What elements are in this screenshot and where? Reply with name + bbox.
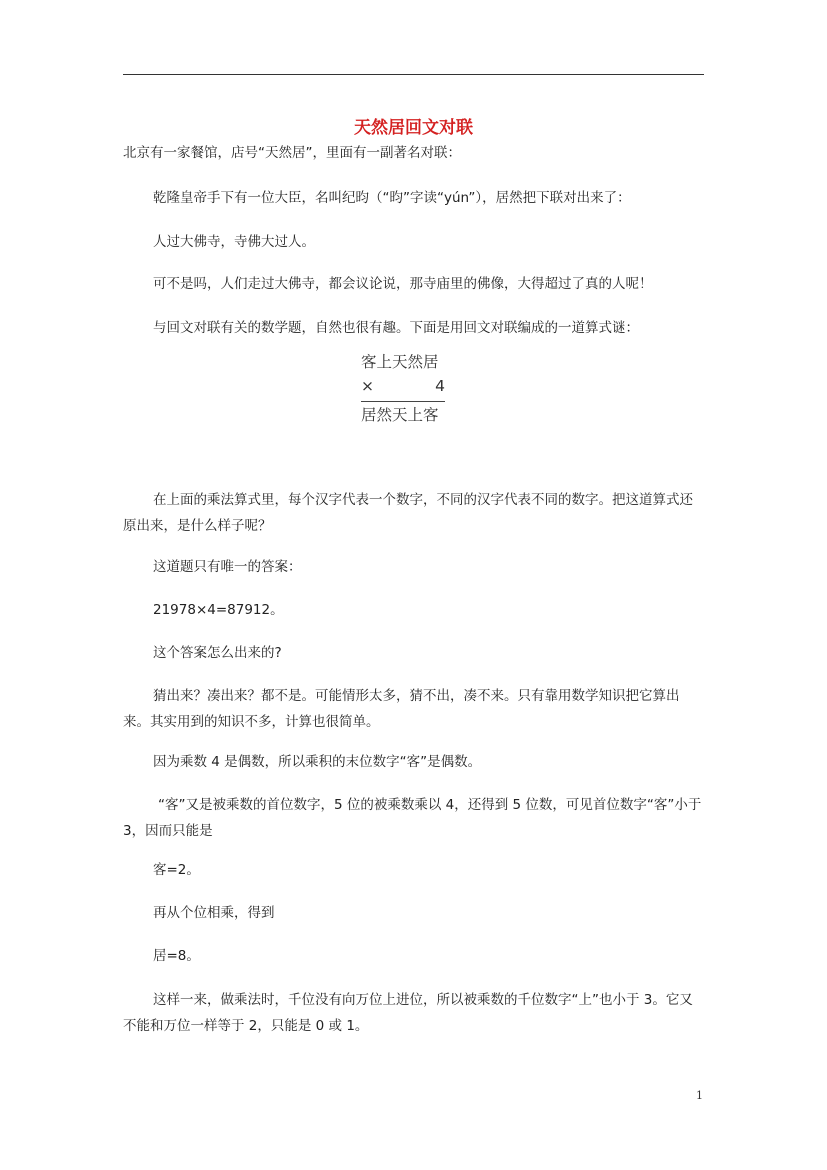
- paragraph: 乾隆皇帝手下有一位大臣，名叫纪昀（“昀”字读“yún”），居然把下联对出来了：: [153, 190, 631, 206]
- paragraph: 这个答案怎么出来的?: [153, 645, 282, 661]
- paragraph: 在上面的乘法算式里，每个汉字代表一个数字，不同的汉字代表不同的数字。把这道算式还原出来，是什么样子呢？: [123, 492, 693, 534]
- page-number: 1: [696, 1089, 703, 1102]
- paragraph: 居=8。: [153, 948, 200, 964]
- paragraph: 与回文对联有关的数学题，自然也很有趣。下面是用回文对联编成的一道算式谜：: [153, 320, 639, 336]
- paragraph: 客=2。: [153, 862, 200, 878]
- paragraph: 这样一来，做乘法时，千位没有向万位上进位，所以被乘数的千位数字“上”也小于 3。它又不能和万位一样等于 2，只能是 0 或 1。: [123, 992, 693, 1034]
- header-rule: [123, 74, 704, 75]
- paragraph: 北京有一家餐馆，店号“天然居”，里面有一副著名对联：: [123, 145, 461, 161]
- paragraph: 可不是吗，人们走过大佛寺，都会议论说，那寺庙里的佛像，大得超过了真的人呢！: [153, 276, 653, 292]
- paragraph: 这道题只有唯一的答案：: [153, 559, 302, 575]
- paragraph: 再从个位相乘，得到: [153, 905, 275, 921]
- puzzle-multiplier-row: [361, 374, 445, 398]
- paragraph: 因为乘数 4 是偶数，所以乘积的末位数字“客”是偶数。: [153, 754, 482, 770]
- multiplication-puzzle: [361, 350, 445, 427]
- paragraph: “客”又是被乘数的首位数字，5 位的被乘数乘以 4，还得到 5 位数，可见首位数字“客”小于 3，因而只能是: [123, 797, 702, 839]
- puzzle-operator: ×: [361, 377, 374, 395]
- puzzle-divider: [361, 401, 445, 402]
- paragraph: 21978×4=87912。: [153, 602, 284, 618]
- puzzle-product: 居然天上客: [361, 406, 439, 424]
- paragraph: 人过大佛寺，寺佛大过人。: [153, 234, 315, 250]
- puzzle-multiplicand: 客上天然居: [361, 353, 439, 371]
- puzzle-multiplier: 4: [435, 377, 445, 395]
- document-title: 天然居回文对联: [354, 118, 473, 138]
- paragraph: 猜出来？凑出来？都不是。可能情形太多，猜不出，凑不来。只有靠用数学知识把它算出来。其实用到的知识不多，计算也很简单。: [123, 688, 680, 730]
